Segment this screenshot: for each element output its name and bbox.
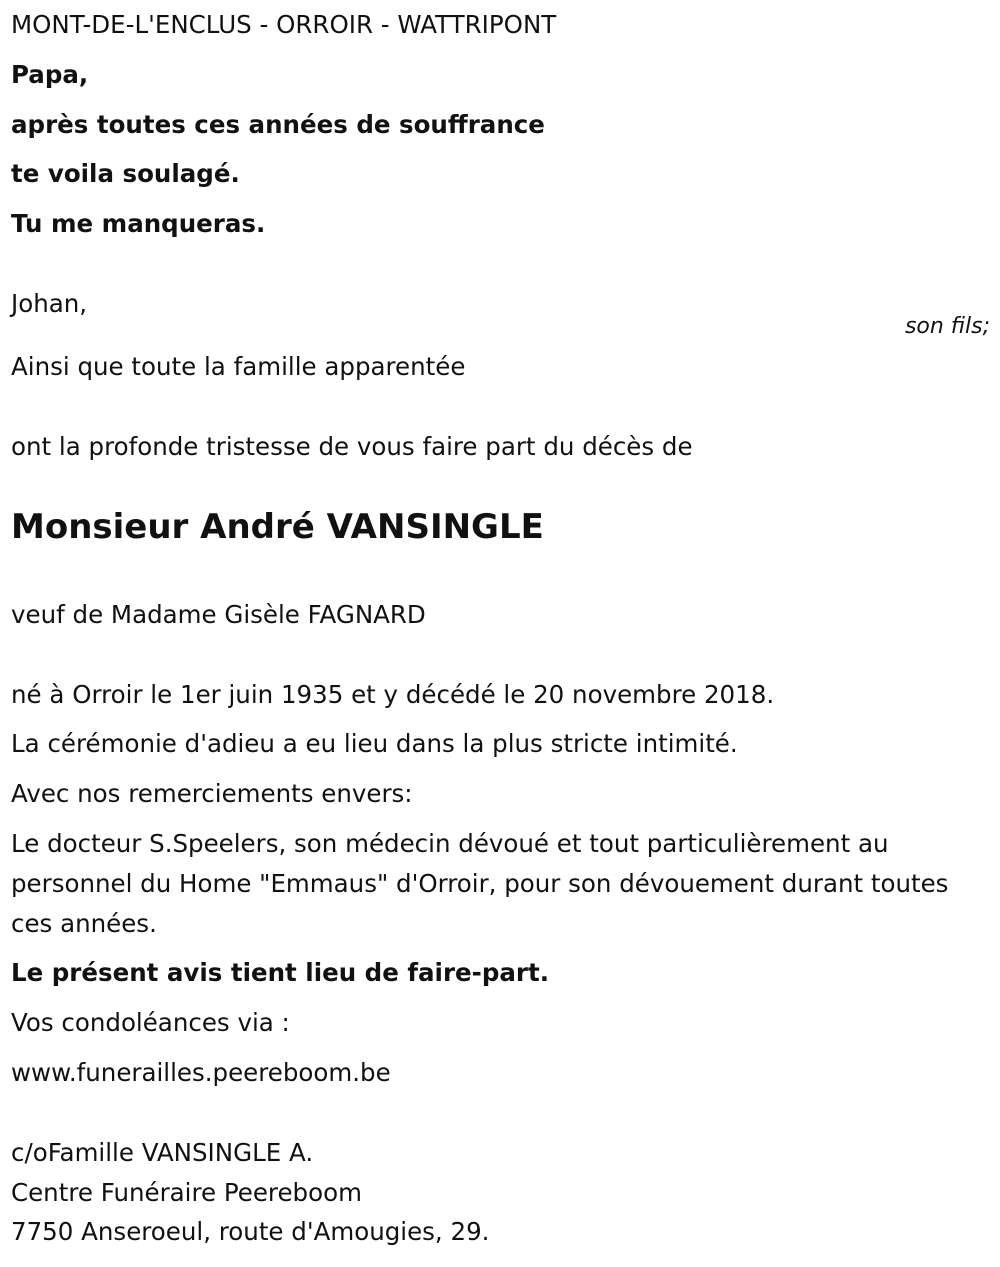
birth-death-line: né à Orroir le 1er juin 1935 et y décédé le 20 novembre 2018. <box>11 680 775 709</box>
ceremony-line: La cérémonie d'adieu a eu lieu dans la plus stricte intimité. <box>11 729 738 758</box>
condolences-label: Vos condoléances via : <box>11 1008 290 1037</box>
header-locations: MONT-DE-L'ENCLUS - ORROIR - WATTRIPONT <box>11 10 557 39</box>
thanks-text: Le docteur S.Speelers, son médecin dévoué et tout particulièrement au personnel du Home "Emmaus" d'Orroir, pour son dévouement durant toutes ces années. <box>11 829 949 938</box>
family-line: Ainsi que toute la famille apparentée <box>11 352 466 381</box>
son-name: Johan, <box>11 289 88 318</box>
spouse-line: veuf de Madame Gisèle FAGNARD <box>11 600 426 629</box>
notice-line: Le présent avis tient lieu de faire-part. <box>11 958 549 987</box>
son-role: son fils; <box>904 314 990 339</box>
deceased-name: Monsieur André VANSINGLE <box>11 507 544 547</box>
poem-line-2: après toutes ces années de souffrance <box>11 110 545 139</box>
thanks-intro: Avec nos remerciements envers: <box>11 779 413 808</box>
poem-line-1: Papa, <box>11 60 89 89</box>
website-link[interactable]: www.funerailles.peereboom.be <box>11 1058 391 1087</box>
address-line-3: 7750 Anseroeul, route d'Amougies, 29. <box>11 1217 490 1246</box>
poem-line-4: Tu me manqueras. <box>11 209 266 238</box>
poem-line-3: te voila soulagé. <box>11 159 240 188</box>
address-line-1: c/oFamille VANSINGLE A. <box>11 1138 314 1167</box>
announcement: ont la profonde tristesse de vous faire part du décès de <box>11 432 693 461</box>
address-line-2: Centre Funéraire Peereboom <box>11 1178 362 1207</box>
